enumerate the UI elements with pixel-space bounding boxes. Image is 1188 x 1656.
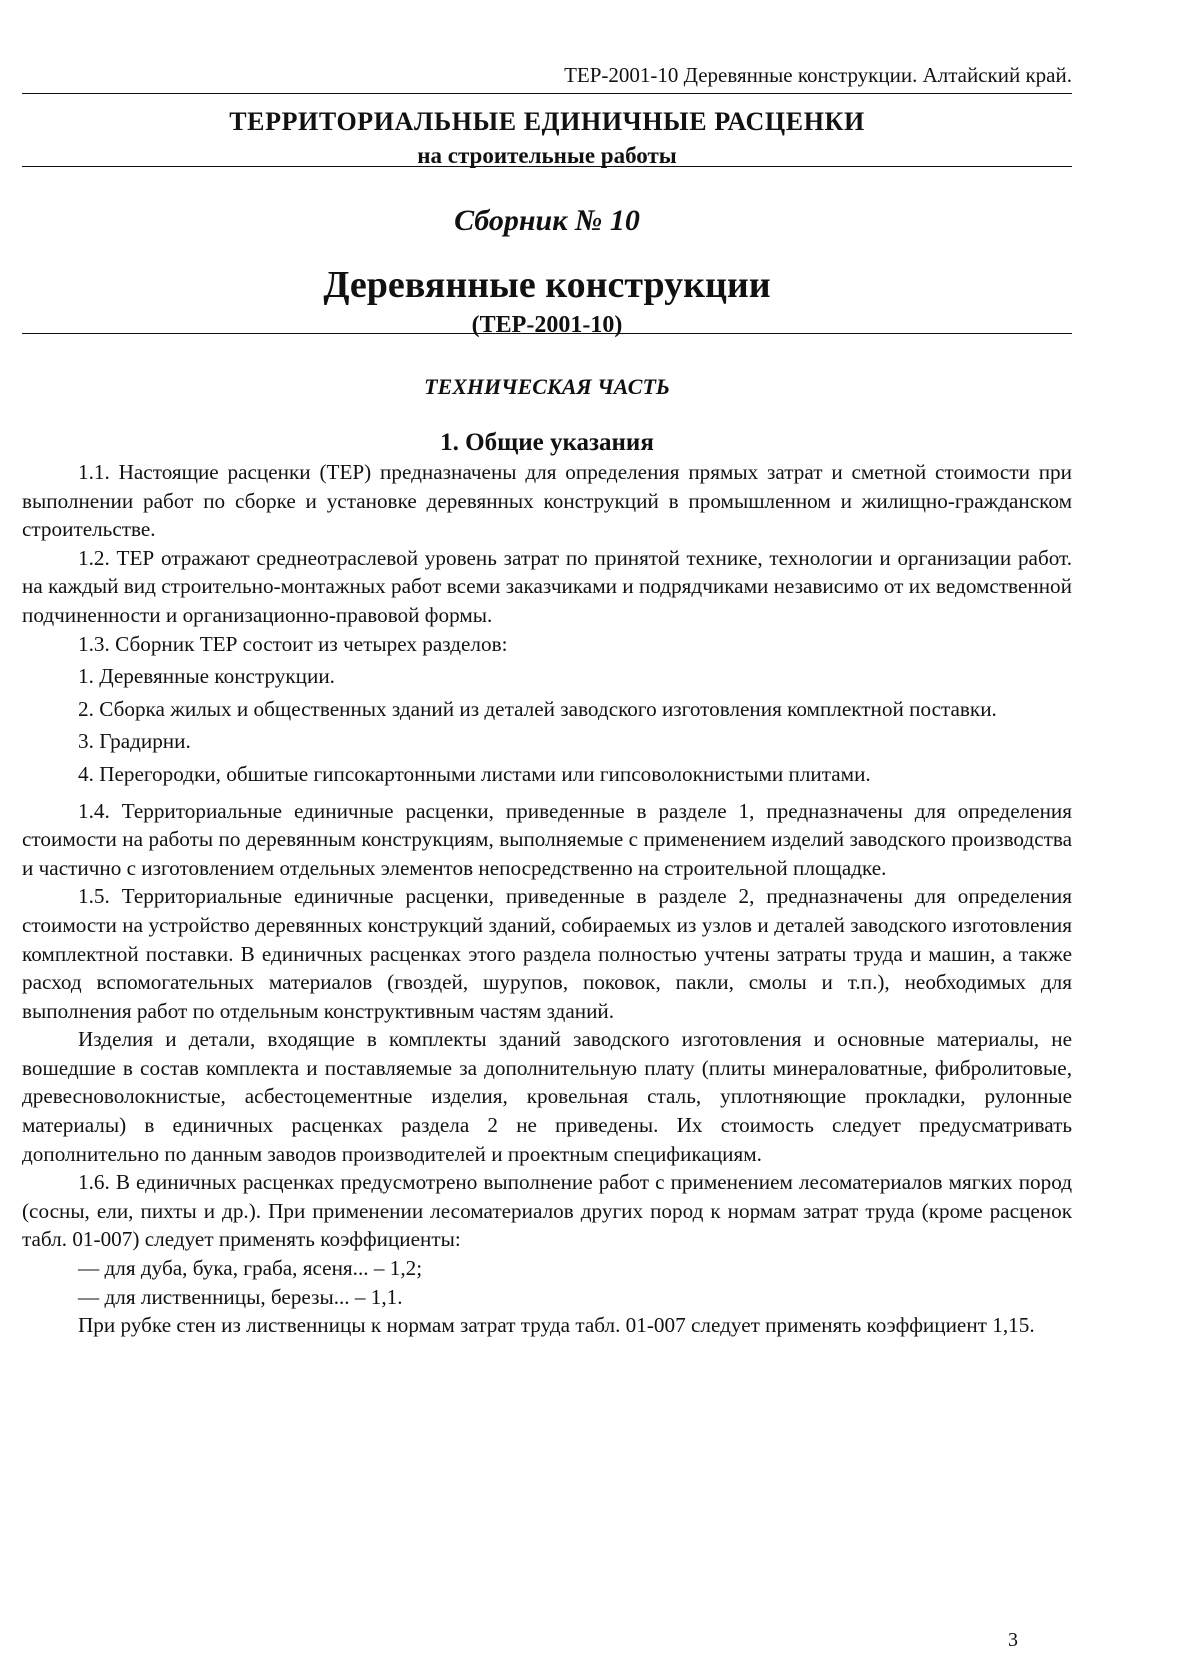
paragraph-materials: Изделия и детали, входящие в комплекты зданий заводского изготовления и основные материалы, не вошедшие в состав комплекта и поставляемые за дополнительную плату (плиты минераловатные, фибролитовые, древесноволокнистые, асбестоцементные изделия, кровельная сталь, уплотняющие прокладки, рулонные материалы) в единичных расценках раздела 2 не приведены. Их стоимость следует предусматривать дополнительно по данным заводов производителей и проектным спецификациям. xyxy=(22,1027,1072,1166)
coefficient-larch: — для лиственницы, березы... – 1,1. xyxy=(78,1284,403,1309)
paragraph-1-4: 1.4. Территориальные единичные расценки, приведенные в разделе 1, предназначены для определения стоимости на работы по деревянным конструкциям, выполняемые с применением изделий заводского производства и частично с изготовлением отдельных элементов непосредственно на строительной площадке. xyxy=(22,798,1072,880)
coefficient-oak: — для дуба, бука, граба, ясеня... – 1,2; xyxy=(78,1256,423,1281)
paragraph-1-3: 1.3. Сборник ТЕР состоит из четырех разделов: xyxy=(78,631,508,656)
part-title: ТЕХНИЧЕСКАЯ ЧАСТЬ xyxy=(424,374,670,399)
subtitle: на строительные работы xyxy=(417,143,677,168)
list-item-section-1: 1. Деревянные конструкции. xyxy=(78,664,335,689)
page-number: 3 xyxy=(1008,1629,1018,1651)
running-header: ТЕР-2001-10 Деревянные конструкции. Алтайский край. xyxy=(564,63,1072,87)
body-text xyxy=(22,458,1072,1340)
list-item-section-2: 2. Сборка жилых и общественных зданий из деталей заводского изготовления комплектной поставки. xyxy=(78,696,997,721)
collection-code: (ТЕР-2001-10) xyxy=(471,312,623,338)
paragraph-1-6: 1.6. В единичных расценках предусмотрено выполнение работ с применением лесоматериалов мягких пород (сосны, ели, пихты и др.). При применении лесоматериалов других пород к нормам затрат труда (кроме расценок табл. 01-007) следует применять коэффициенты: xyxy=(22,1170,1072,1252)
collection-name: Деревянные конструкции xyxy=(323,264,771,306)
paragraph-1-1: 1.1. Настоящие расценки (ТЕР) предназначены для определения прямых затрат и сметной стоимости при выполнении работ по сборке и установке деревянных конструкций в промышленном и жилищно-гражданском строительстве. xyxy=(22,460,1072,542)
list-item-section-4: 4. Перегородки, обшитые гипсокартонными листами или гипсоволокнистыми плитами. xyxy=(78,761,871,786)
title-divider xyxy=(22,166,1072,167)
code-divider xyxy=(22,333,1072,334)
main-title: ТЕРРИТОРИАЛЬНЫЕ ЕДИНИЧНЫЕ РАСЦЕНКИ xyxy=(229,107,865,136)
collection-number: Сборник № 10 xyxy=(454,204,640,237)
section-title: 1. Общие указания xyxy=(440,429,654,456)
paragraph-1-2: 1.2. ТЕР отражают среднеотраслевой уровень затрат по принятой технике, технологии и организации работ. на каждый вид строительно-монтажных работ всеми заказчиками и подрядчиками независимо от их ведомственной подчиненности и организационно-правовой формы. xyxy=(22,545,1072,627)
header-divider xyxy=(22,93,1072,94)
list-item-section-3: 3. Градирни. xyxy=(78,729,191,754)
paragraph-1-5: 1.5. Территориальные единичные расценки, приведенные в разделе 2, предназначены для определения стоимости на устройство деревянных конструкций зданий, собираемых из узлов и деталей заводского изготовления комплектной поставки. В единичных расценках этого раздела полностью учтены затраты труда и машин, а также расход вспомогательных материалов (гвоздей, шурупов, поковок, пакли, смолы и т.п.), необходимых для выполнения работ по отдельным конструктивным частям зданий. xyxy=(22,884,1072,1023)
paragraph-larch-walls: При рубке стен из лиственницы к нормам затрат труда табл. 01-007 следует применять коэффициент 1,15. xyxy=(78,1313,1035,1338)
